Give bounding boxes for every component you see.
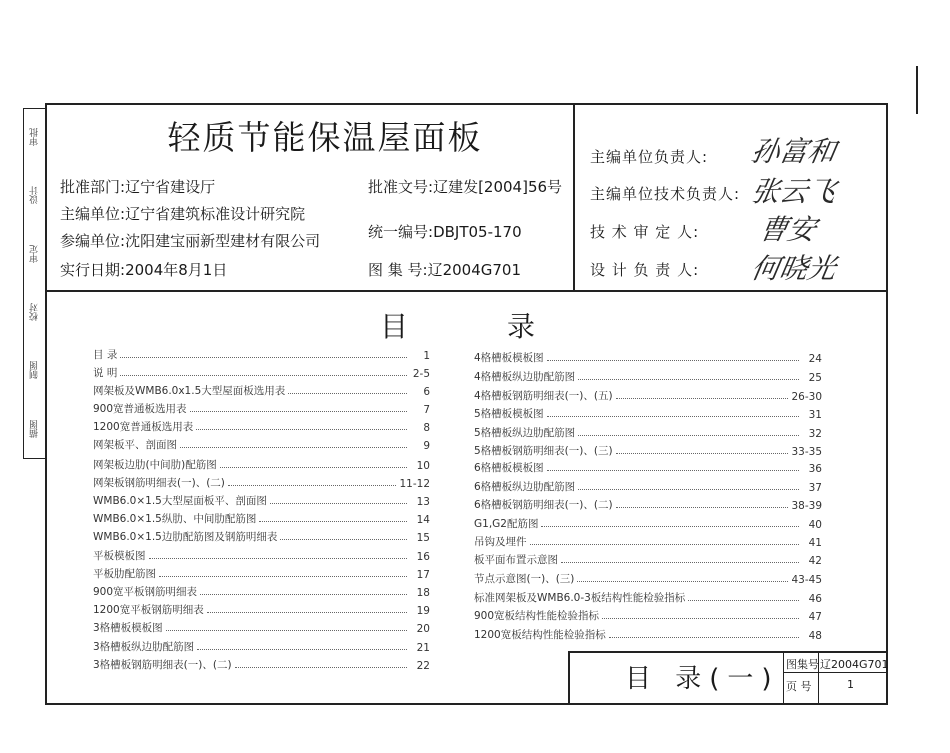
toc-right-row [474, 587, 822, 605]
toc-right-row [474, 385, 822, 403]
toc-entry-page: 25 [808, 372, 822, 384]
toc-entry-page: 22 [416, 660, 430, 672]
toc-entry-label: 5格槽板纵边肋配筋图 [474, 427, 576, 439]
toc-left-row [93, 490, 430, 508]
footer-cell-divider [783, 672, 888, 673]
header-divider [45, 290, 888, 292]
footer-page-label: 页 号 [786, 680, 812, 693]
toc-entry-page: 11-12 [399, 478, 430, 490]
toc-right-row [474, 494, 822, 512]
toc-entry-label: 3格槽板纵边肋配筋图 [93, 641, 195, 653]
toc-entry-label: 6格槽板钢筋明细表(一)、(二) [474, 499, 613, 511]
toc-entry-page: 8 [423, 422, 430, 434]
toc-entry-label: 900宽平板钢筋明细表 [93, 586, 198, 598]
toc-left-row [93, 344, 430, 362]
toc-entry-label: WMB6.0×1.5边肋配筋图及钢筋明细表 [93, 531, 278, 543]
toc-right-row [474, 403, 822, 421]
toc-left-row [93, 617, 430, 635]
toc-entry-label: 板平面布置示意图 [474, 554, 558, 566]
info-label: 主编单位: [60, 205, 126, 223]
sidebar-item: 制图 [29, 361, 40, 380]
toc-entry-label: 1200宽平板钢筋明细表 [93, 604, 204, 616]
sidebar-item: 审定 [29, 244, 40, 263]
toc-entry-page: 37 [808, 482, 822, 494]
footer-top-line [568, 651, 888, 653]
toc-entry-label: 4格槽板钢筋明细表(一)、(五) [474, 390, 613, 402]
sidebar [23, 108, 45, 458]
resp-tech-reviewer: 技 术 审 定 人: [590, 223, 700, 241]
toc-left-row [93, 454, 430, 472]
toc-entry-label: G1,G2配筋图 [474, 518, 539, 530]
toc-entry-label: 900宽板结构性能检验指标 [474, 610, 600, 622]
toc-right-row [474, 440, 822, 458]
toc-entry-page: 38-39 [791, 500, 822, 512]
toc-entry-label: 节点示意图(一)、(三) [474, 573, 575, 585]
signature-tech-reviewer: 曹安 [756, 213, 819, 246]
toc-left-row [93, 545, 430, 563]
toc-right-row [474, 605, 822, 623]
document-title: 轻质节能保温屋面板 [167, 118, 483, 157]
info-approval-number [368, 176, 562, 197]
toc-entry-label: 网架板及WMB6.0x1.5大型屋面板选用表 [93, 385, 286, 397]
toc-entry-page: 42 [808, 555, 822, 567]
resp-chief-editor: 主编单位负责人: [590, 148, 709, 166]
footer-title: 目 录(一) [625, 664, 780, 694]
toc-right-row [474, 476, 822, 494]
info-label: 参编单位: [60, 232, 126, 250]
toc-entry-page: 17 [416, 569, 430, 581]
footer-page-value: 1 [847, 678, 854, 691]
toc-entry-label: 网架板边肋(中间肋)配筋图 [93, 459, 217, 471]
info-label: 图 集 号: [368, 261, 428, 279]
signature-chief-editor: 孙富和 [748, 135, 839, 168]
toc-entry-label: 6格槽板模板图 [474, 462, 544, 474]
toc-entry-page: 40 [808, 519, 822, 531]
toc-left-row [93, 434, 430, 452]
toc-entry-label: 平板肋配筋图 [93, 568, 156, 580]
toc-entry-label: 说 明 [93, 367, 118, 379]
toc-entry-label: 吊钩及埋件 [474, 536, 527, 548]
toc-entry-label: 4格槽板模板图 [474, 352, 544, 364]
toc-right-row [474, 549, 822, 567]
toc-right-row [474, 457, 822, 475]
toc-entry-page: 16 [416, 551, 430, 563]
signature-design-lead: 何晓光 [748, 252, 839, 285]
toc-entry-page: 7 [423, 404, 430, 416]
signature-tech-chief: 张云飞 [748, 175, 839, 208]
toc-entry-page: 19 [416, 605, 430, 617]
resp-tech-chief: 主编单位技术负责人: [590, 185, 741, 203]
info-approval-dept [60, 176, 215, 197]
toc-left-row [93, 398, 430, 416]
info-label: 批准文号: [368, 178, 434, 196]
toc-left-row [93, 416, 430, 434]
toc-entry-label: 1200宽板结构性能检验指标 [474, 629, 606, 641]
edge-mark [916, 66, 918, 114]
info-value: 辽宁省建筑标准设计研究院 [125, 205, 306, 223]
toc-entry-page: 24 [808, 353, 822, 365]
info-value: 2004年8月1日 [125, 261, 228, 279]
info-co-editor-unit [60, 230, 320, 251]
toc-entry-label: WMB6.0×1.5纵肋、中间肋配筋图 [93, 513, 257, 525]
toc-entry-label: 3格槽板模板图 [93, 622, 163, 634]
toc-entry-page: 33-35 [791, 446, 822, 458]
toc-entry-label: 平板模板图 [93, 550, 146, 562]
footer-left-line [568, 651, 570, 705]
toc-entry-page: 48 [808, 630, 822, 642]
toc-right-row [474, 422, 822, 440]
toc-entry-page: 36 [808, 463, 822, 475]
toc-entry-page: 26-30 [791, 391, 822, 403]
info-label: 统一编号: [368, 223, 434, 241]
toc-entry-page: 18 [416, 587, 430, 599]
footer-mid-line [783, 651, 784, 705]
sidebar-bottom-line [23, 458, 45, 459]
toc-entry-page: 6 [423, 386, 430, 398]
sidebar-item: 描图 [29, 419, 40, 438]
toc-right-row [474, 513, 822, 531]
toc-entry-page: 1 [423, 350, 430, 362]
sidebar-item: 审批 [29, 128, 40, 147]
info-value: DBJT05-170 [433, 223, 522, 241]
toc-right-row [474, 568, 822, 586]
toc-entry-label: 网架板钢筋明细表(一)、(二) [93, 477, 225, 489]
toc-left-row [93, 526, 430, 544]
toc-entry-label: 网架板平、剖面图 [93, 439, 177, 451]
info-atlas-number [368, 259, 521, 280]
info-unified-number [368, 221, 522, 242]
toc-left-row [93, 362, 430, 380]
toc-left-row [93, 380, 430, 398]
toc-entry-label: 5格槽板模板图 [474, 408, 544, 420]
sidebar-right-line [45, 108, 46, 458]
toc-left-row [93, 654, 430, 672]
toc-entry-page: 2-5 [412, 368, 430, 380]
header-column-divider [573, 103, 575, 291]
toc-left-row [93, 563, 430, 581]
toc-entry-page: 31 [808, 409, 822, 421]
toc-entry-page: 43-45 [791, 574, 822, 586]
toc-entry-page: 41 [808, 537, 822, 549]
toc-entry-page: 13 [416, 496, 430, 508]
sidebar-item: 校对 [29, 303, 40, 322]
info-value: 辽建发[2004]56号 [433, 178, 563, 196]
toc-entry-page: 21 [416, 642, 430, 654]
info-editor-unit [60, 203, 305, 224]
resp-design-lead: 设 计 负 责 人: [590, 261, 700, 279]
footer-atlas-value: 辽2004G701 [820, 658, 889, 671]
info-value: 辽宁省建设厅 [125, 178, 216, 196]
info-label: 实行日期: [60, 261, 126, 279]
toc-title-left: 目 [380, 310, 409, 343]
toc-entry-page: 9 [423, 440, 430, 452]
info-value: 辽2004G701 [427, 261, 522, 279]
toc-entry-page: 46 [808, 593, 822, 605]
toc-entry-label: 标准网架板及WMB6.0-3板结构性能检验指标 [474, 592, 686, 604]
toc-left-row [93, 636, 430, 654]
toc-left-row [93, 472, 430, 490]
toc-entry-label: 900宽普通板选用表 [93, 403, 187, 415]
footer-atlas-label: 图集号 [786, 658, 819, 671]
toc-entry-page: 15 [416, 532, 430, 544]
info-label: 批准部门: [60, 178, 126, 196]
toc-entry-page: 20 [416, 623, 430, 635]
toc-entry-label: 4格槽板纵边肋配筋图 [474, 371, 576, 383]
toc-entry-label: 目 录 [93, 349, 118, 361]
toc-entry-page: 10 [416, 460, 430, 472]
toc-entry-page: 14 [416, 514, 430, 526]
toc-right-row [474, 347, 822, 365]
toc-right-row [474, 624, 822, 642]
toc-right-row [474, 366, 822, 384]
toc-left-row [93, 581, 430, 599]
toc-left-row [93, 599, 430, 617]
toc-title-right: 录 [507, 310, 536, 343]
toc-entry-page: 32 [808, 428, 822, 440]
info-effective-date [60, 259, 227, 280]
toc-entry-label: 6格槽板纵边肋配筋图 [474, 481, 576, 493]
toc-entry-page: 47 [808, 611, 822, 623]
toc-entry-label: 1200宽普通板选用表 [93, 421, 194, 433]
toc-right-row [474, 531, 822, 549]
sidebar-item: 设计 [29, 186, 40, 205]
info-value: 沈阳建宝丽新型建材有限公司 [125, 232, 321, 250]
toc-left-row [93, 508, 430, 526]
toc-entry-label: 3格槽板钢筋明细表(一)、(二) [93, 659, 232, 671]
toc-entry-label: 5格槽板钢筋明细表(一)、(三) [474, 445, 613, 457]
toc-entry-label: WMB6.0×1.5大型屋面板平、剖面图 [93, 495, 267, 507]
